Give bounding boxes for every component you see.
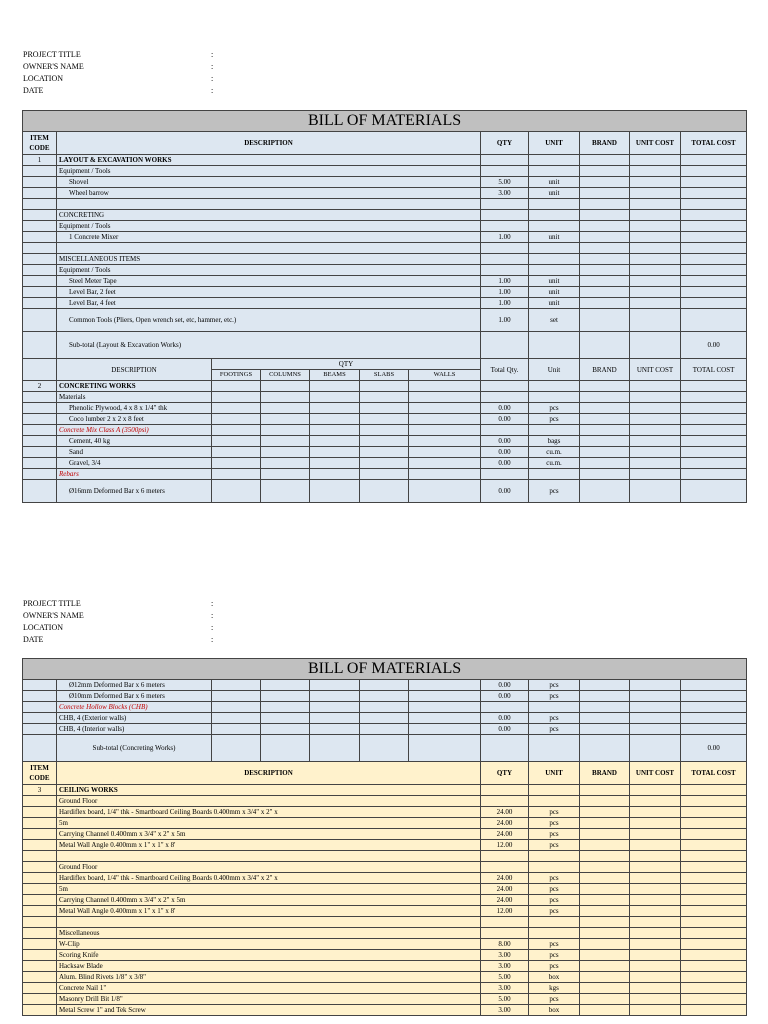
table-row: Hacksaw Blade — [57, 961, 481, 972]
col-qty: QTY — [481, 762, 529, 785]
col-beams: BEAMS — [310, 370, 360, 381]
subsection-heading: MISCELLANEOUS ITEMS — [57, 254, 481, 265]
col-total-cost: TOTAL COST — [681, 132, 747, 155]
category-heading: Rebars — [57, 469, 212, 480]
table-row: Alum. Blind Rivets 1/8" x 3/8" — [57, 972, 481, 983]
location-label: LOCATION — [23, 623, 63, 632]
owner-name-label: OWNER'S NAME — [23, 62, 84, 71]
table-row: CHB, 4 (Interior walls) — [57, 724, 212, 735]
item-code: 3 — [23, 785, 57, 796]
col-unit-cost: UNIT COST — [630, 132, 681, 155]
table-row: Wheel barrow — [57, 188, 481, 199]
col-unit-cost: UNIT COST — [630, 762, 681, 785]
subtotal-value: 0.00 — [681, 332, 747, 359]
date-label: DATE — [23, 86, 44, 95]
col-brand: BRAND — [580, 132, 630, 155]
page-title: BILL OF MATERIALS — [23, 659, 747, 680]
table-row: Metal Screw 1" and Tek Screw — [57, 1005, 481, 1016]
table-row: Metal Wall Angle 0.400mm x 1" x 1" x 8' — [57, 840, 481, 851]
col-unit: UNIT — [529, 762, 580, 785]
table-row: CHB, 4 (Exterior walls) — [57, 713, 212, 724]
table-row: Ø10mm Deformed Bar x 6 meters — [57, 691, 212, 702]
col-description: DESCRIPTION — [57, 359, 212, 381]
table-row: Level Bar, 4 feet — [57, 298, 481, 309]
col-unit-cost: UNIT COST — [630, 359, 681, 381]
table-row: Scoring Knife — [57, 950, 481, 961]
subsection-heading: Equipment / Tools — [57, 221, 481, 232]
table-row: Cement, 40 kg — [57, 436, 212, 447]
col-footings: FOOTINGS — [212, 370, 261, 381]
col-item-code: ITEM CODE — [23, 132, 57, 155]
qty-group-heading: QTY — [212, 359, 481, 370]
col-brand: BRAND — [580, 762, 630, 785]
table-row: Level Bar, 2 feet — [57, 287, 481, 298]
section-heading: LAYOUT & EXCAVATION WORKS — [57, 155, 481, 166]
date-label: DATE — [23, 635, 44, 644]
col-total-qty: Total Qty. — [481, 359, 529, 381]
category-heading: Concrete Mix Class A (3500psi) — [57, 425, 212, 436]
bill-of-materials-table-2: BILL OF MATERIALS Ø12mm Deformed Bar x 6 meters 0.00 pcs Ø10mm Deformed Bar x 6 meters 0.00 pcs Concrete Hollow Blocks (CHB) CHB, 4 (Exterior walls) 0.00 pcs CHB, 4 (Interior walls) 0.00 pcs Sub-total (Concreting Works) 0.00 ITEM CODE DESCRIPTION QTY UNIT BRAND UNIT COST TOTAL COST 3 CEILING WORKS Ground Floor Hardiflex board, 1/4" thk - Smartboard Ceiling Boards 0.400mm x 3/4" x 2" x 24.00 pcs 5m 24.00 pcs Carrying Channel 0.400mm x 3/4" x 2" x 5m 24.00 pcs Metal Wall Angle 0.400mm x 1" x 1" x 8' 12.00 pcs Ground Floor Hardiflex board, 1/4" thk - Smartboard Ceiling Boards 0.400mm x 3/4" x 2" x 24.00 pcs 5m 24.00 pcs Carrying Channel 0.400mm x 3/4" x 2" x 5m 24.00 pcs Metal Wall Angle 0.400mm x 1" x 1" x 8' 12.00 pcs Miscellaneous W-Clip 8.00 pcs Scoring Knife 3.00 pcs Hacksaw Blade 3.00 pcs Alum. Blind Rivets 1/8" x 3/8" 5.00 box Concrete Nail 1" 3.00 kgs Masonry Drill Bit 1/8" 5.00 pcs Metal Screw 1" and Tek Screw 3.00 box — [22, 658, 747, 1016]
col-walls: WALLS — [409, 370, 481, 381]
project-title-label: PROJECT TITLE — [23, 599, 81, 608]
table-row: Masonry Drill Bit 1/8" — [57, 994, 481, 1005]
table-row: Common Tools (Pliers, Open wrench set, etc, hammer, etc.) — [57, 309, 481, 332]
table-row: Steel Meter Tape — [57, 276, 481, 287]
subsection-heading: Miscellaneous — [57, 928, 481, 939]
table-row: Carrying Channel 0.400mm x 3/4" x 2" x 5m — [57, 895, 481, 906]
table-row: Hardiflex board, 1/4" thk - Smartboard Ceiling Boards 0.400mm x 3/4" x 2" x — [57, 873, 481, 884]
category-heading: Concrete Hollow Blocks (CHB) — [57, 702, 212, 713]
subtotal-value: 0.00 — [681, 735, 747, 762]
table-row: Gravel, 3/4 — [57, 458, 212, 469]
col-slabs: SLABS — [360, 370, 409, 381]
subtotal-row: Sub-total (Concreting Works) — [57, 735, 212, 762]
table-row: 5m — [57, 818, 481, 829]
project-header-2: PROJECT TITLE : OWNER'S NAME : LOCATION : DATE : — [23, 599, 214, 644]
table-row: Phenolic Plywood, 4 x 8 x 1/4" thk — [57, 403, 212, 414]
col-total-cost: TOTAL COST — [681, 762, 747, 785]
table-row: Metal Wall Angle 0.400mm x 1" x 1" x 8' — [57, 906, 481, 917]
page-title: BILL OF MATERIALS — [23, 111, 747, 132]
table-row: Hardiflex board, 1/4" thk - Smartboard Ceiling Boards 0.400mm x 3/4" x 2" x — [57, 807, 481, 818]
section-heading: CEILING WORKS — [57, 785, 481, 796]
section-heading: CONCRETING WORKS — [57, 381, 212, 392]
col-brand: BRAND — [580, 359, 630, 381]
subtotal-row: Sub-total (Layout & Excavation Works) — [57, 332, 481, 359]
subsection-heading: Materials — [57, 392, 212, 403]
table-row: 5m — [57, 884, 481, 895]
subsection-heading: Equipment / Tools — [57, 166, 481, 177]
col-columns: COLUMNS — [261, 370, 310, 381]
item-code: 1 — [23, 155, 57, 166]
col-total-cost: TOTAL COST — [681, 359, 747, 381]
subsection-heading: Equipment / Tools — [57, 265, 481, 276]
location-label: LOCATION — [23, 74, 63, 83]
col-description: DESCRIPTION — [57, 132, 481, 155]
project-title-label: PROJECT TITLE — [23, 50, 81, 59]
table-row: Sand — [57, 447, 212, 458]
table-row: Carrying Channel 0.400mm x 3/4" x 2" x 5m — [57, 829, 481, 840]
subsection-heading: Ground Floor — [57, 862, 481, 873]
bill-of-materials-table-1: BILL OF MATERIALS ITEM CODE DESCRIPTION QTY UNIT BRAND UNIT COST TOTAL COST 1 LAYOUT & EXCAVATION WORKS Equipment / Tools Shovel 5.00 unit Wheel barrow 3.00 unit CONCRETING Equipment / Tools 1 Concrete Mixer 1.00 unit MISCELLANEOUS ITEMS Equipment / Tools Steel Meter Tape 1.00 unit Level Bar, 2 feet 1.00 unit Level Bar, 4 feet 1.00 unit Common Tools (Pliers, Open wrench set, etc, hammer, etc.) 1.00 set Sub-total (Layout & Excavation Works) 0.00 DESCRIPTION QTY Total Qty. Unit BRAND UNIT COST TOTAL COST FOOTINGS COLUMNS BEAMS SLABS WALLS 2 CONCRETING WORKS Materials Phenolic Plywood, 4 x 8 x 1/4" thk 0.00 pcs Coco lumber 2 x 2 x 8 feet 0.00 pcs Concrete Mix Class A (3500psi) Cement, 40 kg 0.00 bags Sand 0.00 cu.m. Gravel, 3/4 0.00 cu.m. Rebars Ø16mm Deformed Bar x 6 meters 0.00 pcs — [22, 110, 747, 503]
subsection-heading: Ground Floor — [57, 796, 481, 807]
table-row: Ø12mm Deformed Bar x 6 meters — [57, 680, 212, 691]
col-item-code: ITEM CODE — [23, 762, 57, 785]
table-row: 1 Concrete Mixer — [57, 232, 481, 243]
subsection-heading: CONCRETING — [57, 210, 481, 221]
item-code: 2 — [23, 381, 57, 392]
col-description: DESCRIPTION — [57, 762, 481, 785]
table-row: Coco lumber 2 x 2 x 8 feet — [57, 414, 212, 425]
project-header-1: PROJECT TITLE : OWNER'S NAME : LOCATION : DATE : — [23, 50, 214, 95]
table-row: Concrete Nail 1" — [57, 983, 481, 994]
col-qty: QTY — [481, 132, 529, 155]
table-row: Ø16mm Deformed Bar x 6 meters — [57, 480, 212, 503]
table-row: W-Clip — [57, 939, 481, 950]
table-row: Shovel — [57, 177, 481, 188]
owner-name-label: OWNER'S NAME — [23, 611, 84, 620]
col-unit: Unit — [529, 359, 580, 381]
col-unit: UNIT — [529, 132, 580, 155]
